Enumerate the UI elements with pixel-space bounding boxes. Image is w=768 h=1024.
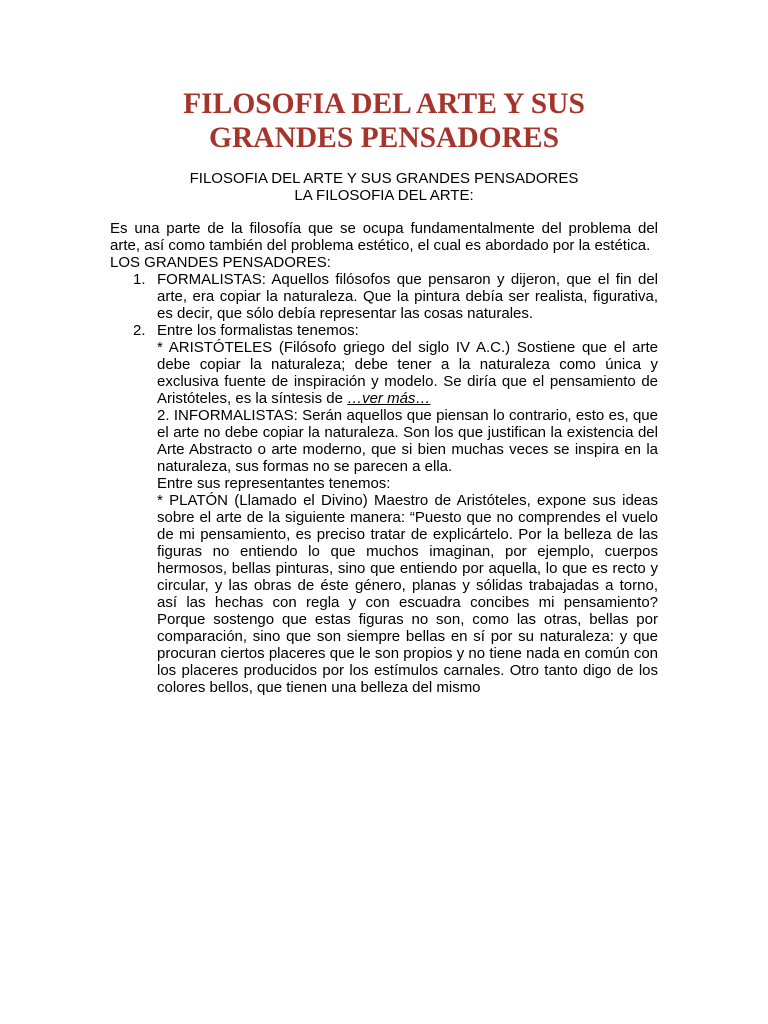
- subtitle-line-1: FILOSOFIA DEL ARTE Y SUS GRANDES PENSADORES: [189, 170, 579, 187]
- aristoteles-text: * ARISTÓTELES (Filósofo griego del siglo IV A.C.) Sostiene que el arte debe copiar la naturaleza; debe tener a la naturaleza como única y exclusiva fuente de inspiración y modelo. Se diría que el pensamiento de Aristóteles, es la síntesis de: [157, 339, 658, 407]
- intro-paragraph: Es una parte de la filosofía que se ocupa fundamentalmente del problema del arte, así como también del problema estético, el cual es abordado por la estética.: [110, 220, 658, 254]
- section-heading: LOS GRANDES PENSADORES:: [110, 254, 331, 271]
- list-item-entre-formalistas: [110, 322, 658, 696]
- informalistas-paragraph: 2. INFORMALISTAS: Serán aquellos que piensan lo contrario, esto es, que el arte no debe copiar la naturaleza. Son los que justifican la existencia del Arte Abstracto o arte moderno, que si bien muchas veces se inspira en la naturaleza, sus formas no se parecen a ella.: [157, 407, 658, 475]
- document-title-line-1: FILOSOFIA DEL ARTE Y SUS: [183, 88, 585, 120]
- document-title-line-2: GRANDES PENSADORES: [209, 122, 559, 154]
- numbered-list: [110, 271, 658, 696]
- formalistas-paragraph: FORMALISTAS: Aquellos filósofos que pensaron y dijeron, que el fin del arte, era copiar la naturaleza. Que la pintura debía ser realista, figurativa, es decir, que sólo debía representar las cosas naturales.: [157, 271, 658, 322]
- entre-formalistas-paragraph: Entre los formalistas tenemos:: [157, 322, 359, 339]
- document-title: [110, 87, 658, 155]
- representantes-paragraph: Entre sus representantes tenemos:: [157, 475, 391, 492]
- document-body: [110, 220, 658, 696]
- list-item-formalistas: [110, 271, 658, 322]
- aristoteles-paragraph: [157, 339, 658, 407]
- read-more-link[interactable]: …ver más…: [347, 390, 431, 407]
- platon-paragraph: * PLATÓN (Llamado el Divino) Maestro de Aristóteles, expone sus ideas sobre el arte de la siguiente manera: “Puesto que no comprendes el vuelo de mi pensamiento, es preciso tratar de explicártelo. Por la belleza de las figuras no entiendo lo que muchos imaginan, por ejemplo, cuerpos hermosos, bellas pinturas, sino que entiendo por aquella, lo que es recto y circular, y las obras de éste género, planas y sólidas trabajadas a torno, así las hechas con regla y con escuadra concibes mi pensamiento? Porque sostengo que estas figuras no son, como las otras, bellas por comparación, sino que son siempre bellas en sí por su naturaleza: y que procuran ciertos placeres que le son propios y no tiene nada en común con los placeres producidos por los estímulos carnales. Otro tanto digo de los colores bellos, que tienen una belleza del mismo: [157, 492, 658, 696]
- list-item-number: 1.: [133, 271, 146, 288]
- list-item-number: 2.: [133, 322, 146, 339]
- subtitle-line-2: LA FILOSOFIA DEL ARTE:: [294, 187, 474, 204]
